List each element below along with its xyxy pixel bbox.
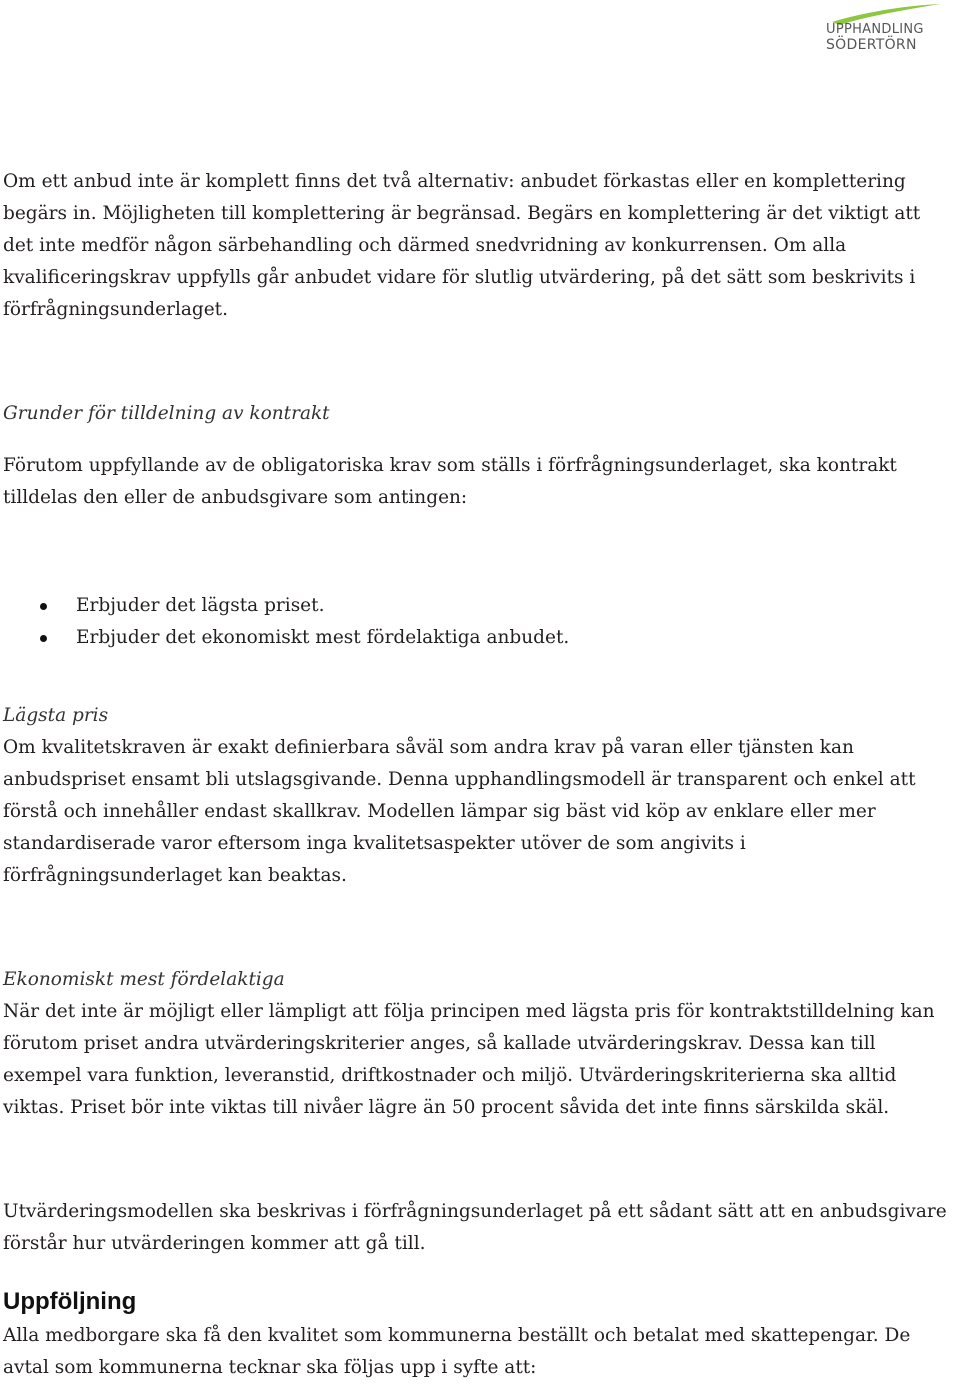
- ekonomiskt-paragraph: När det inte är möjligt eller lämpligt att följa principen med lägsta pris för kontraktstilldelning kan förutom priset andra utvärderingskriterier anges, så kallade utvärderingskrav. Dessa kan till exempel vara funktion, leveranstid, driftkostnader och miljö. Utvärderingskriterierna ska alltid viktas. Priset bör inte viktas till nivåer lägre än 50 procent såvida det inte finns särskilda skäl.: [3, 1001, 935, 1118]
- grunder-paragraph: Förutom uppfyllande av de obligatoriska krav som ställs i förfrågningsunderlaget, ska kontrakt tilldelas den eller de anbudsgivare som antingen:: [3, 455, 897, 508]
- logo-line-1: UPPHANDLING: [826, 22, 924, 37]
- logo: [818, 0, 948, 60]
- tilldelning-list: [0, 590, 569, 654]
- uppfoljning-paragraph: Alla medborgare ska få den kvalitet som kommunerna beställt och betalat med skattepengar. De avtal som kommunerna tecknar ska följas upp i syfte att:: [3, 1325, 911, 1378]
- lagsta-pris-heading: Lägsta pris: [3, 705, 109, 726]
- list-item: [0, 622, 569, 654]
- uppfoljning-heading: Uppföljning: [3, 1288, 137, 1315]
- list-item-text: Erbjuder det lägsta priset.: [76, 595, 325, 616]
- bullet-icon: [40, 603, 47, 610]
- bullet-icon: [40, 635, 47, 642]
- intro-paragraph: Om ett anbud inte är komplett finns det två alternativ: anbudet förkastas eller en komplettering begärs in. Möjligheten till komplettering är begränsad. Begärs en komplettering är det viktigt att det inte medför någon särbehandling och därmed snedvridning av konkurrensen. Om alla kvalificeringskrav uppfylls går anbudet vidare för slutlig utvärdering, på det sätt som beskrivits i förfrågningsunderlaget.: [3, 171, 921, 320]
- ekonomiskt-heading: Ekonomiskt mest fördelaktiga: [3, 969, 285, 990]
- utvardering-paragraph: Utvärderingsmodellen ska beskrivas i förfrågningsunderlaget på ett sådant sätt att en anbudsgivare förstår hur utvärderingen kommer att gå till.: [3, 1201, 947, 1254]
- list-item-text: Erbjuder det ekonomiskt mest fördelaktiga anbudet.: [76, 627, 570, 648]
- lagsta-pris-paragraph: Om kvalitetskraven är exakt definierbara såväl som andra krav på varan eller tjänsten kan anbudspriset ensamt bli utslagsgivande. Denna upphandlingsmodell är transparent och enkel att förstå och innehåller endast skallkrav. Modellen lämpar sig bäst vid köp av enklare eller mer standardiserade varor eftersom inga kvalitetsaspekter utöver de som angivits i förfrågningsunderlaget kan beaktas.: [3, 737, 916, 886]
- list-item: [0, 590, 569, 622]
- grunder-heading: Grunder för tilldelning av kontrakt: [3, 403, 330, 424]
- logo-line-2: SÖDERTÖRN: [826, 37, 917, 53]
